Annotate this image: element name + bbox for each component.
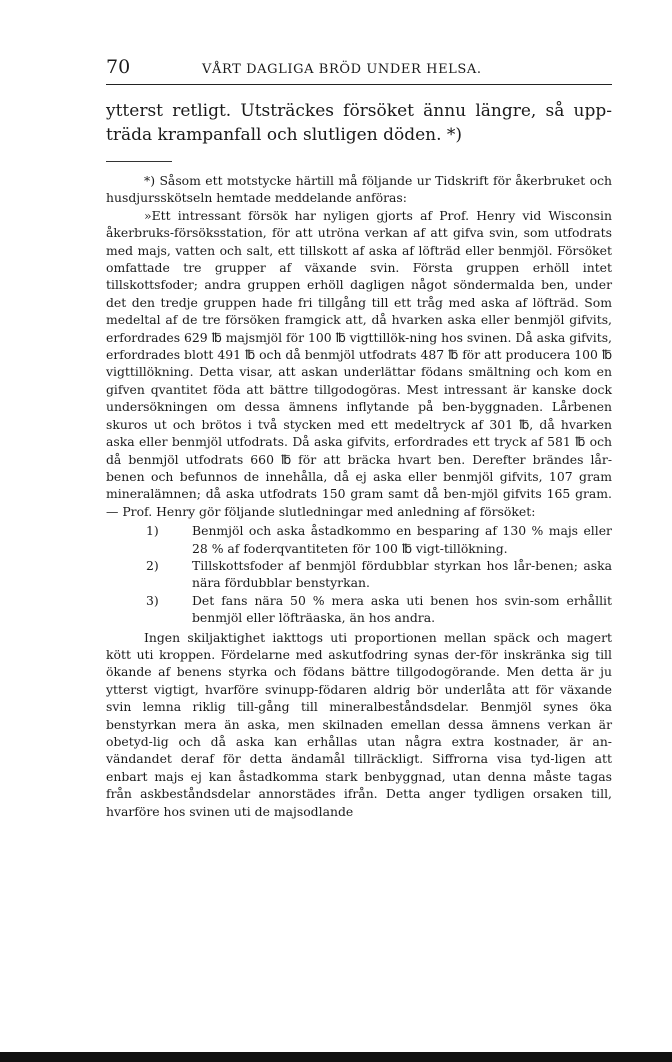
book-page [106,56,612,820]
list-item-text: Tillskottsfoder af benmjöl fördubblar styrkan hos lår-benen; aska nära fördubblar benstyrkan. [192,557,612,591]
footnote-quote: »Ett intressant försök har nyligen gjorts af Prof. Henry vid Wisconsin åkerbruks-försöksstation, för att utröna verkan af att gifva svin, som utfodrats med majs, vatten och salt, ett tillskott af aska af löfträd eller benmjöl. Försöket omfattade tre grupper af växande svin. Första gruppen erhöll intet tillskottsfoder; andra gruppen erhöll dagligen något söndermalda ben, under det den tredje gruppen hade fri tillgång till ett tråg med aska af löfträd. Som medeltal af de tre försöken framgick att, då hvarken aska eller benmjöl gifvits, erfordrades 629 ℔ majsmjöl för 100 ℔ vigttillök-ning hos svinen. Då aska gifvits, erfordrades blott 491 ℔ och då benmjöl utfodrats 487 ℔ för att producera 100 ℔ vigttillökning. Detta visar, att askan underlättar födans smältning och kom en gifven qvantitet föda att bättre tillgodogöras. Mest intressant är kanske dock undersökningen om dessa ämnens inflytande på ben-byggnaden. Lårbenen skuros ut och brötos i två stycken med ett medeltryck af 301 ℔, då hvarken aska eller benmjöl utfodrats. Då aska gifvits, erfordrades ett tryck af 581 ℔ och då benmjöl utfodrats 660 ℔ för att bräcka hvart ben. Derefter brändes lår-benen och befunnos de innehålla, då ej aska eller benmjöl gifvits, 107 gram mineralämnen; då aska utfodrats 150 gram samt då ben-mjöl gifvits 165 gram. — Prof. Henry gör följande slutledningar med anledning af försöket: [106,207,612,519]
footnote-divider [106,161,172,162]
page-number: 70 [106,56,131,78]
scan-edge-bar [0,1052,672,1062]
list-item [106,557,612,592]
conclusion-list [106,522,612,626]
list-item [106,592,612,627]
list-item-number: 1) [146,523,159,539]
list-item-text: Benmjöl och aska åstadkommo en besparing af 130 % majs eller 28 % af foderqvantiteten för 100 ℔ vigt-tillökning. [192,523,612,556]
list-item [106,522,612,557]
footnote-closing: Ingen skiljaktighet iakttogs uti proportionen mellan späck och magert kött uti kroppen. Fördelarne med askutfodring synas der-för inskränka sig till ökande af benens styrka och födans bättre tillgodogörande. Men detta är ju ytterst vigtigt, hvarföre svinupp-födaren aldrig bör underlåta att för växande svin lemna riklig till-gång till mineralbeståndsdelar. Benmjöl synes öka benstyrkan mera än aska, men skilnaden emellan dessa ämnens verkan är obetyd-lig och då aska kan erhållas utan några extra kostnader, är an-vändandet deraf för detta ändamål tillräckligt. Siffrorna visa tyd-ligen att enbart majs ej kan åstadkomma stark benbyggnad, utan denna måste tagas från askbeståndsdelar annorstädes ifrån. Detta anger tydligen orsaken till, hvarföre hos svinen uti de majsodlande [106,629,612,819]
list-item-number: 3) [146,592,159,608]
footnote-intro: *) Såsom ett motstycke härtill må följande ur Tidskrift för åkerbruket och husdjursskötseln hemtade meddelande anföras: [106,173,612,206]
list-item-text: Det fans nära 50 % mera aska uti benen hos svin-som erhållit benmjöl eller löfträaska, än hos andra. [192,592,612,626]
running-head: VÅRT DAGLIGA BRÖD UNDER HELSA. [202,62,482,77]
footnote [106,172,612,820]
main-text: ytterst retligt. Utsträckes försöket ännu längre, så upp-träda krampanfall och slutligen döden. *) [106,101,612,145]
list-item-number: 2) [146,557,159,573]
page-header [106,56,612,85]
